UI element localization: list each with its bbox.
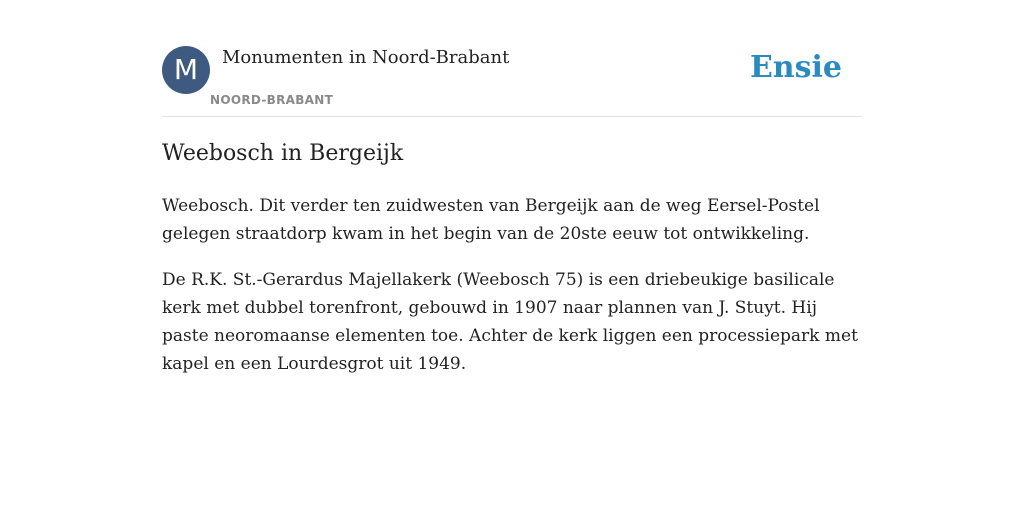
article-paragraph: De R.K. St.-Gerardus Majellakerk (Weebosch 75) is een driebeukige basilicale kerk met dubbel torenfront, gebouwd in 1907 naar plannen van J. Stuyt. Hij paste neoromaanse elementen toe. Achter de kerk liggen een processiepark met kapel en een Lourdesgrot uit 1949. <box>162 270 858 374</box>
brand-logo[interactable]: Ensie <box>749 50 842 85</box>
avatar[interactable]: M <box>162 46 210 94</box>
article-content <box>162 138 862 396</box>
category-label[interactable]: NOORD-BRABANT <box>210 93 334 107</box>
book-title-link[interactable]: Monumenten in Noord-Brabant <box>222 47 510 68</box>
article-paragraph: Weebosch. Dit verder ten zuidwesten van Bergeijk aan de weg Eersel-Postel gelegen straatdorp kwam in het begin van de 20ste eeuw tot ontwikkeling. <box>162 196 820 244</box>
header <box>162 46 862 117</box>
article-title: Weebosch in Bergeijk <box>162 141 404 166</box>
